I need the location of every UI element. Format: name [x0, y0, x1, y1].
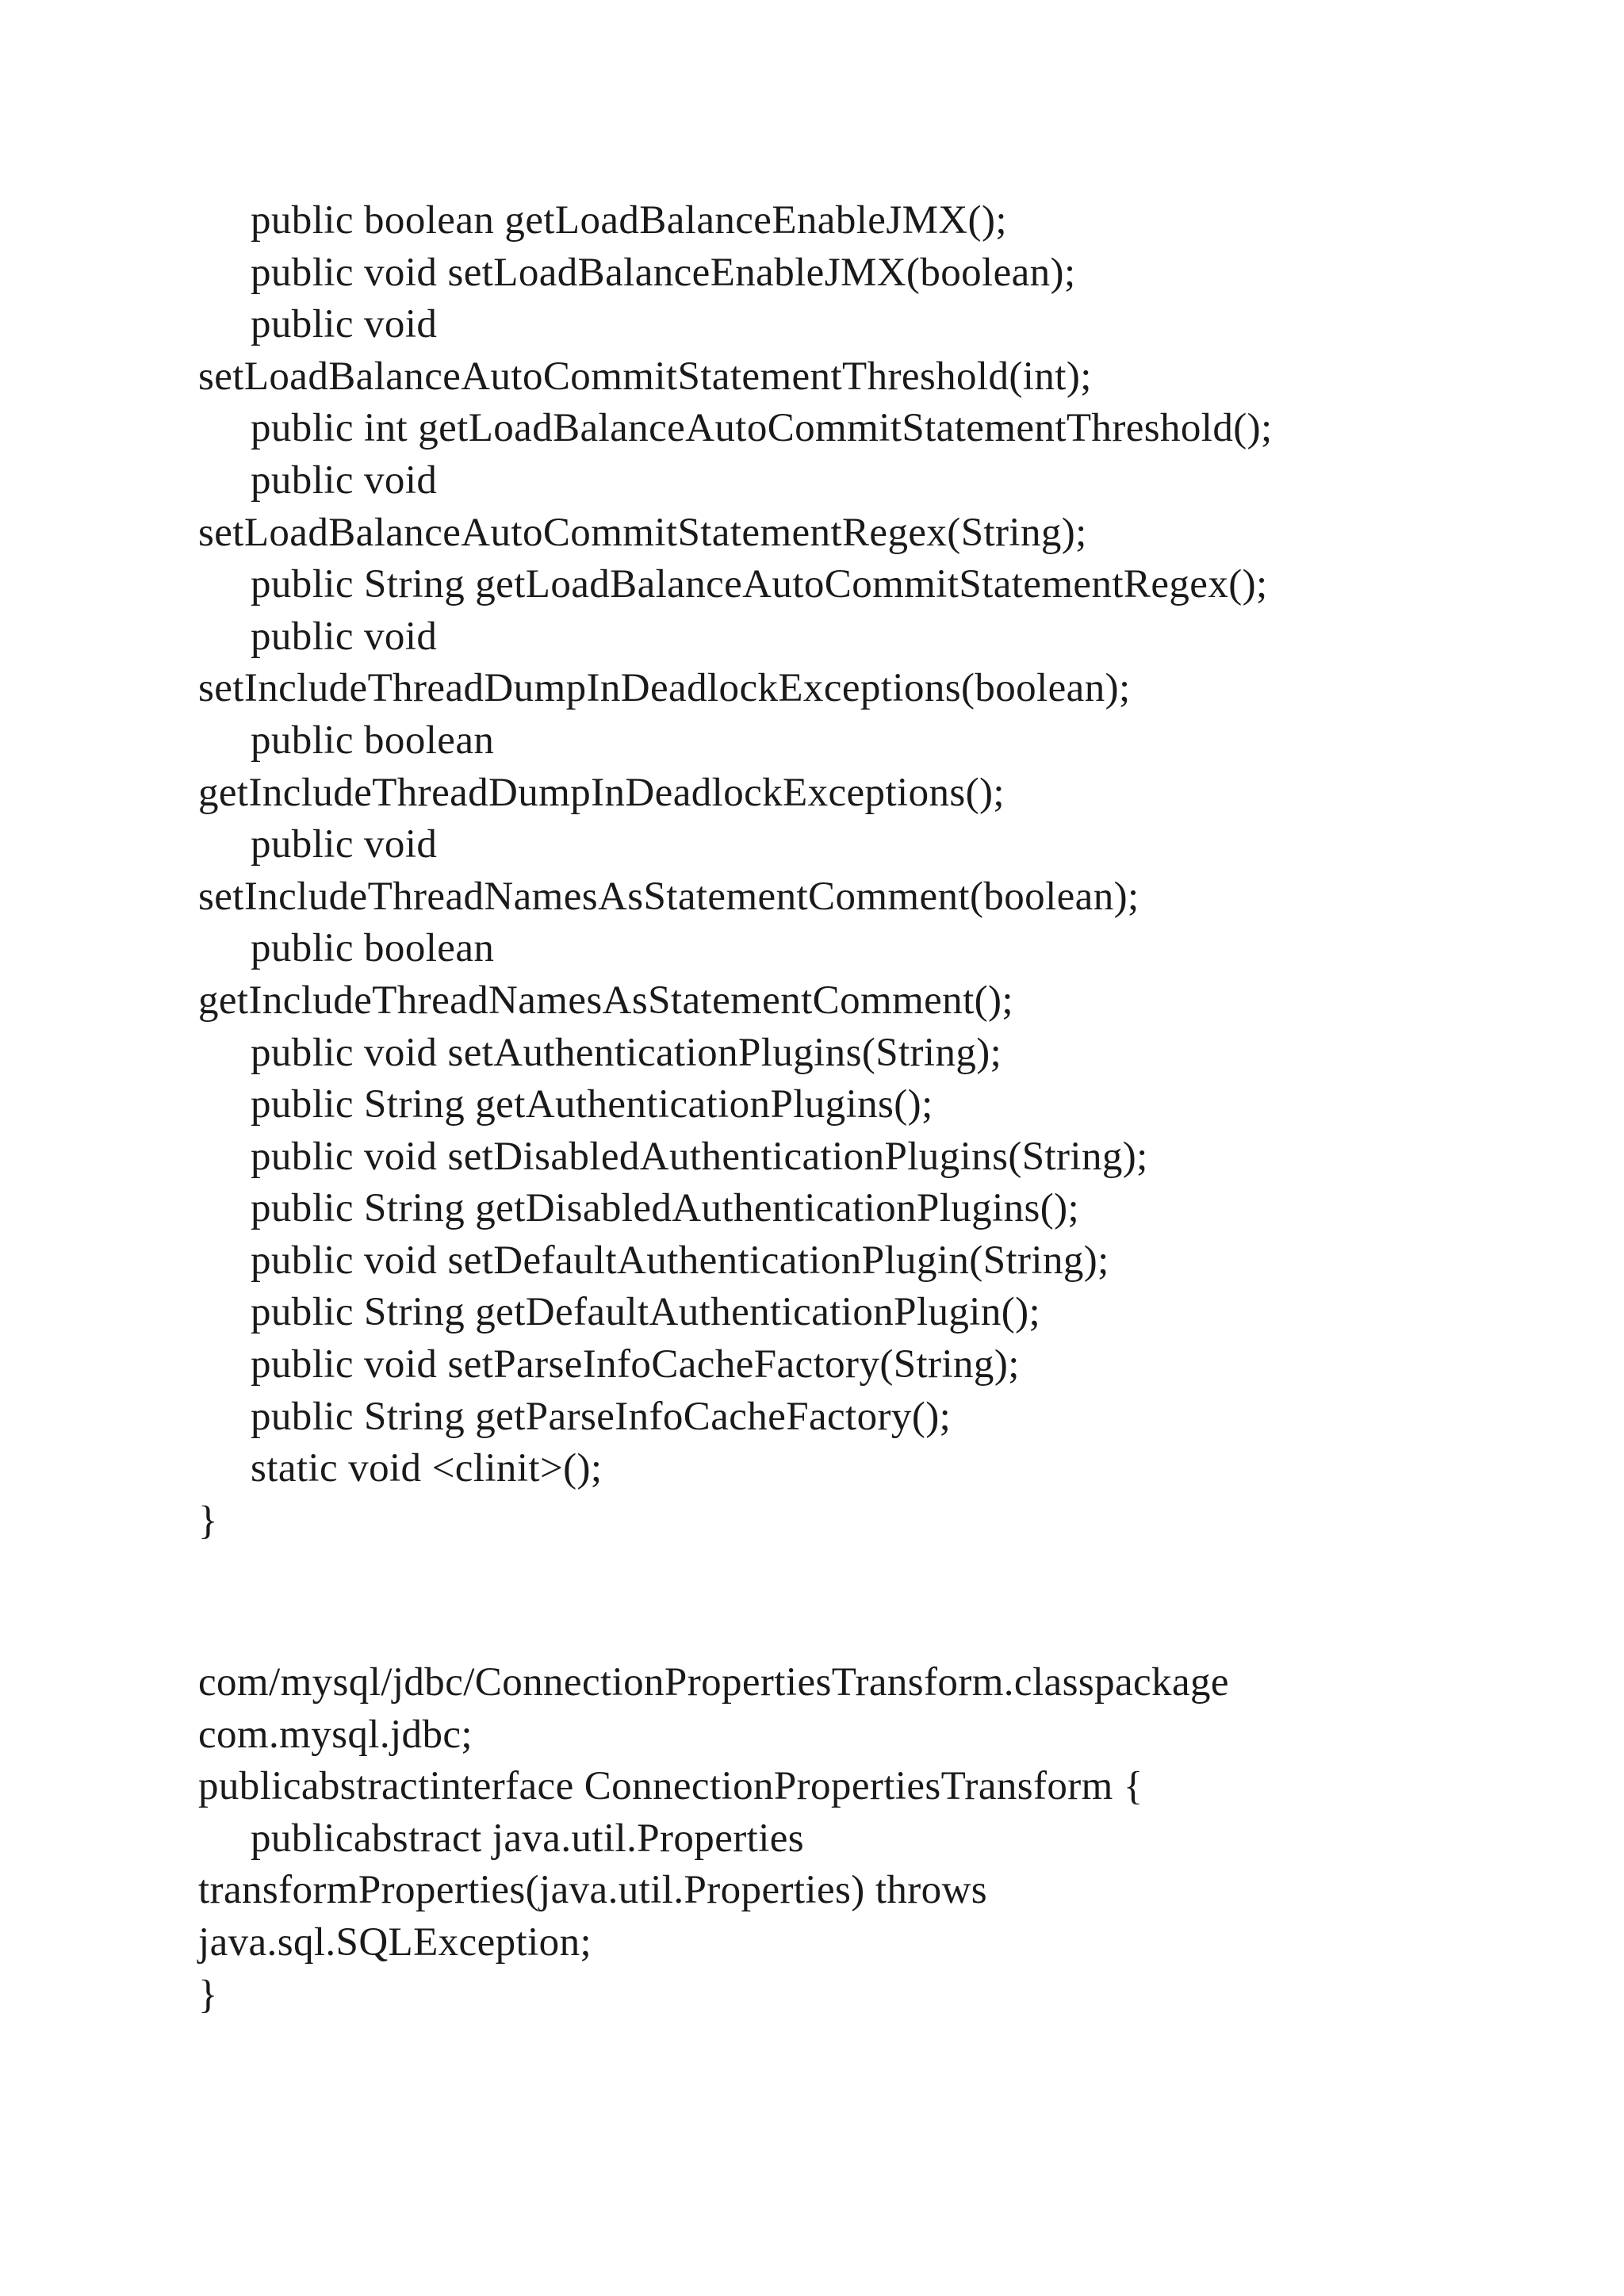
code-line: public void setParseInfoCacheFactory(String); — [251, 1342, 1020, 1387]
code-line: public boolean getLoadBalanceEnableJMX(); — [251, 198, 1007, 243]
code-line-continuation: java.sql.SQLException; — [198, 1919, 592, 1965]
code-line: publicabstract java.util.Properties — [251, 1816, 805, 1861]
interface-declaration-line: publicabstractinterface ConnectionPropertiesTransform { — [198, 1764, 1143, 1809]
code-line-continuation: setIncludeThreadDumpInDeadlockExceptions(boolean); — [198, 666, 1131, 711]
code-line: static void <clinit>(); — [251, 1446, 603, 1491]
code-line-continuation: transformProperties(java.util.Properties) throws — [198, 1868, 988, 1913]
code-line: public void setDefaultAuthenticationPlugin(String); — [251, 1238, 1109, 1283]
code-line-continuation: setLoadBalanceAutoCommitStatementRegex(String); — [198, 510, 1087, 555]
code-line: public String getParseInfoCacheFactory(); — [251, 1394, 952, 1439]
code-line: public void — [251, 457, 438, 503]
code-line-continuation: getIncludeThreadDumpInDeadlockExceptions(); — [198, 770, 1005, 815]
closing-brace: } — [198, 1498, 218, 1543]
code-line: public void — [251, 822, 438, 867]
code-line-continuation: getIncludeThreadNamesAsStatementComment(); — [198, 978, 1013, 1023]
package-line: com.mysql.jdbc; — [198, 1712, 473, 1757]
code-line: public String getDefaultAuthenticationPlugin(); — [251, 1290, 1041, 1335]
code-line-continuation: setLoadBalanceAutoCommitStatementThreshold(int); — [198, 354, 1092, 399]
code-line: public void setDisabledAuthenticationPlugins(String); — [251, 1134, 1148, 1179]
code-line: public void — [251, 302, 438, 347]
code-line: public boolean — [251, 926, 495, 971]
code-line: public String getAuthenticationPlugins(); — [251, 1082, 933, 1127]
code-line: public void setAuthenticationPlugins(String); — [251, 1030, 1002, 1075]
code-line: public boolean — [251, 718, 495, 763]
code-line: public String getDisabledAuthenticationPlugins(); — [251, 1186, 1080, 1231]
code-line: public String getLoadBalanceAutoCommitStatementRegex(); — [251, 562, 1268, 607]
class-path-line: com/mysql/jdbc/ConnectionPropertiesTransform.classpackage — [198, 1660, 1229, 1705]
code-line: public int getLoadBalanceAutoCommitStatementThreshold(); — [251, 406, 1273, 451]
code-line-continuation: setIncludeThreadNamesAsStatementComment(boolean); — [198, 874, 1139, 919]
code-line: public void — [251, 614, 438, 659]
closing-brace: } — [198, 1972, 218, 2017]
interface-methods-block — [198, 195, 1467, 1547]
transform-interface-block — [198, 1657, 1467, 2021]
code-line: public void setLoadBalanceEnableJMX(boolean); — [251, 250, 1076, 295]
